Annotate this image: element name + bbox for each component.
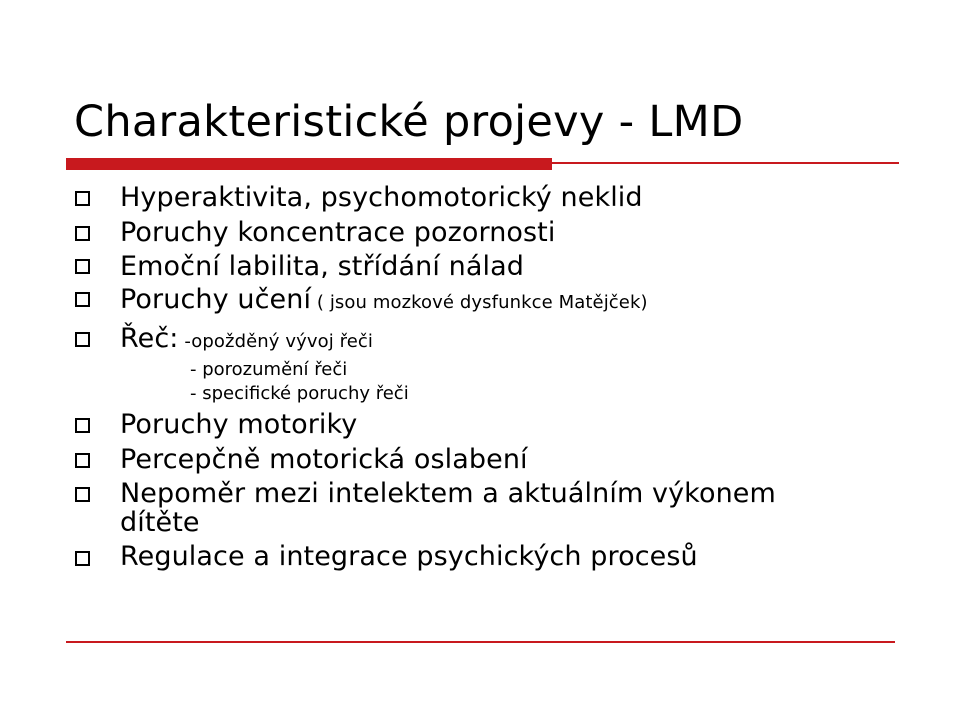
- footer-rule: [66, 641, 895, 643]
- square-bullet-icon: [75, 332, 90, 347]
- speech-subitem: - porozumění řeči: [190, 359, 348, 380]
- list-item-main: Řeč:: [120, 323, 179, 354]
- square-bullet-icon: [75, 487, 90, 502]
- square-bullet-icon: [75, 191, 90, 206]
- list-item-text: [120, 324, 373, 357]
- list-item-note: ( jsou mozkové dysfunkce Matějček): [311, 292, 648, 313]
- square-bullet-icon: [75, 418, 90, 433]
- square-bullet-icon: [75, 292, 90, 307]
- list-item-text: Hyperaktivita, psychomotorický neklid: [120, 182, 643, 213]
- title-underline-thin: [552, 162, 899, 164]
- list-item-text-continuation: dítěte: [120, 507, 200, 538]
- list-item-note: -opožděný vývoj řeči: [178, 331, 374, 352]
- list-item-main: Poruchy učení: [120, 284, 312, 315]
- square-bullet-icon: [75, 259, 90, 274]
- speech-subitem: - specifické poruchy řeči: [190, 383, 409, 404]
- list-item-text: Nepoměr mezi intelektem a aktuálním výkonem: [120, 478, 776, 509]
- list-item-text: [120, 285, 648, 318]
- slide-title: Charakteristické projevy - LMD: [74, 97, 744, 147]
- title-underline: [66, 158, 899, 170]
- square-bullet-icon: [75, 226, 90, 241]
- list-item-text: Regulace a integrace psychických procesů: [120, 541, 698, 572]
- square-bullet-icon: [75, 453, 90, 468]
- title-underline-thick: [66, 158, 552, 170]
- list-item-text: Poruchy motoriky: [120, 409, 358, 440]
- list-item-text: Poruchy koncentrace pozornosti: [120, 217, 556, 248]
- square-bullet-icon: [75, 551, 90, 566]
- list-item-text: Emoční labilita, střídání nálad: [120, 251, 524, 282]
- list-item-text: Percepčně motorická oslabení: [120, 444, 528, 475]
